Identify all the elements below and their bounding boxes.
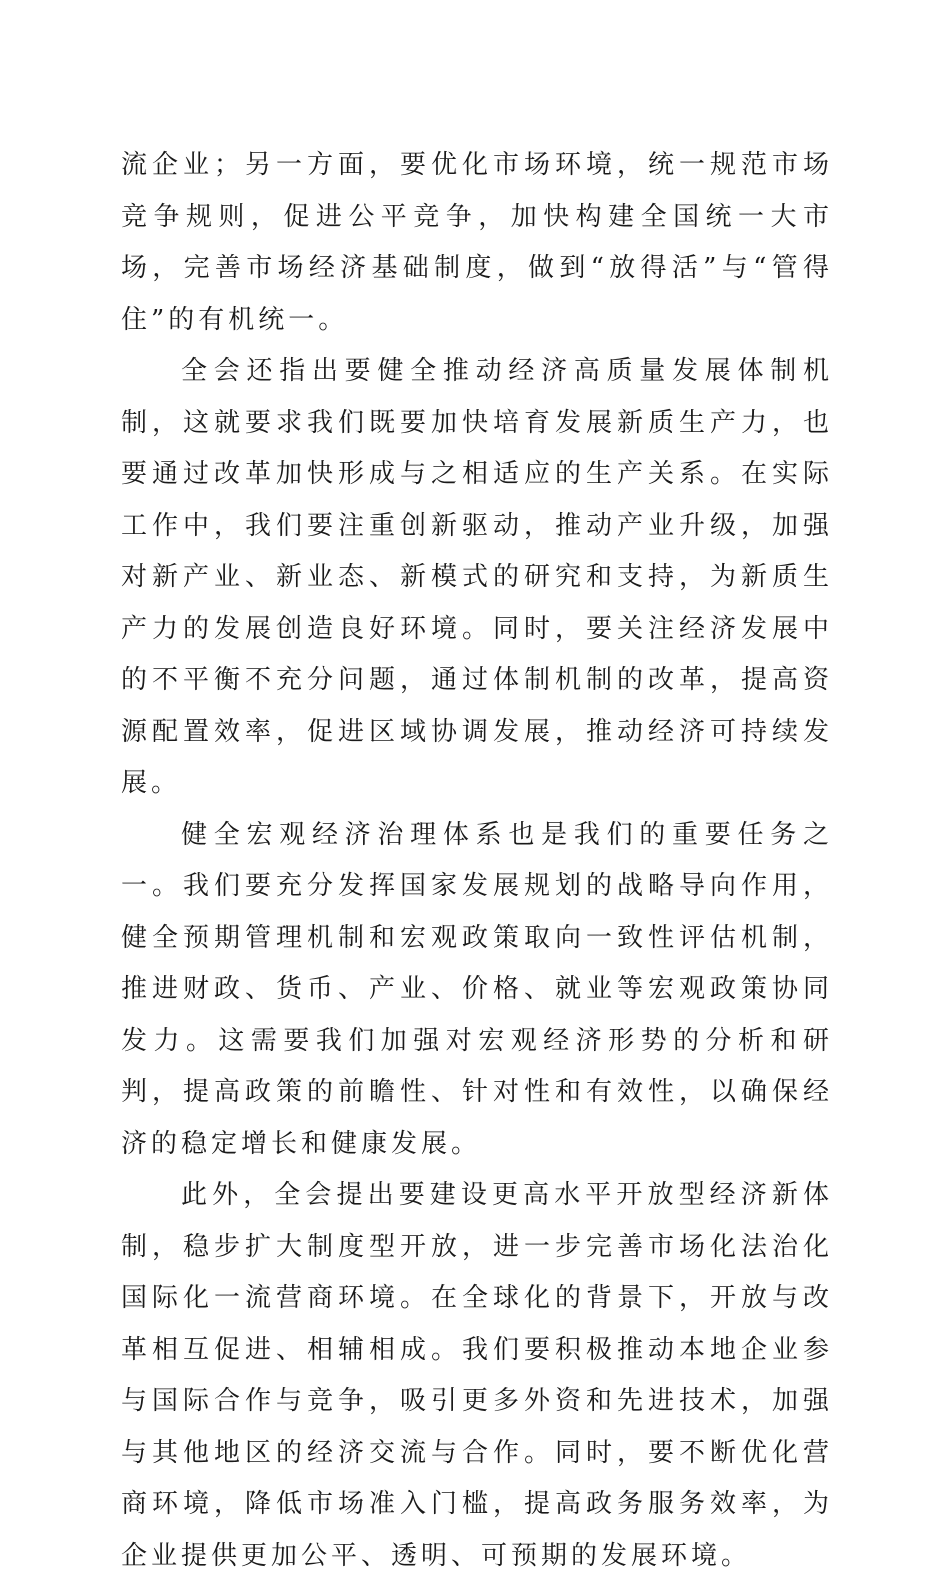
paragraph-continuation: 流企业；另一方面，要优化市场环境，统一规范市场竞争规则，促进公平竞争，加快构建全国统一大市场，完善市场经济基础制度，做到“放得活”与“管得住”的有机统一。	[121, 150, 833, 335]
paragraph-open-economy: 此外，全会提出要建设更高水平开放型经济新体制，稳步扩大制度型开放，进一步完善市场化法治化国际化一流营商环境。在全球化的背景下，开放与改革相互促进、相辅相成。我们要积极推动本地企业参与国际合作与竞争，吸引更多外资和先进技术，加强与其他地区的经济交流与合作。同时，要不断优化营商环境，降低市场准入门槛，提高政务服务效率，为企业提供更加公平、透明、可预期的发展环境。	[121, 1180, 833, 1571]
document-body	[121, 140, 833, 1582]
paragraph-macro-governance: 健全宏观经济治理体系也是我们的重要任务之一。我们要充分发挥国家发展规划的战略导向作用，健全预期管理机制和宏观政策取向一致性评估机制，推进财政、货币、产业、价格、就业等宏观政策协同发力。这需要我们加强对宏观经济形势的分析和研判，提高政策的前瞻性、针对性和有效性，以确保经济的稳定增长和健康发展。	[121, 819, 833, 1159]
paragraph-high-quality-development: 全会还指出要健全推动经济高质量发展体制机制，这就要求我们既要加快培育发展新质生产力，也要通过改革加快形成与之相适应的生产关系。在实际工作中，我们要注重创新驱动，推动产业升级，加强对新产业、新业态、新模式的研究和支持，为新质生产力的发展创造良好环境。同时，要关注经济发展中的不平衡不充分问题，通过体制机制的改革，提高资源配置效率，促进区域协调发展，推动经济可持续发展。	[121, 356, 833, 798]
